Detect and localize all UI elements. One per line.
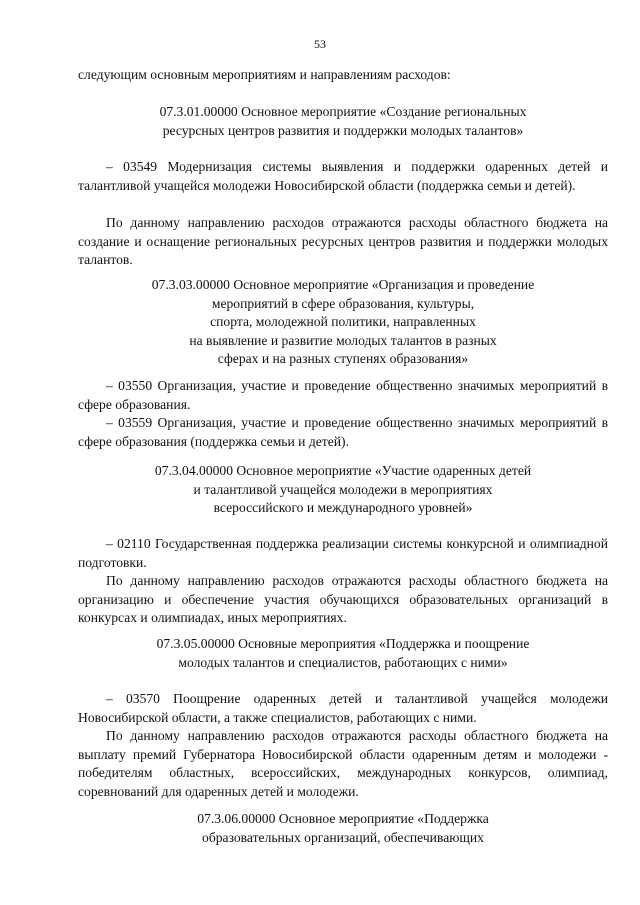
- section-2-paragraph-1: – 03550 Организация, участие и проведение общественно значимых мероприятий в сфере образования.: [78, 378, 608, 412]
- intro-text: следующим основным мероприятиям и направлениям расходов:: [78, 67, 451, 82]
- heading-line: 07.3.01.00000 Основное мероприятие «Создание региональных: [159, 104, 527, 119]
- section-3-paragraph-1: – 02110 Государственная поддержка реализации системы конкурсной и олимпиадной подготовки.: [78, 536, 608, 570]
- section-heading-2: [78, 276, 608, 369]
- section-1-paragraph-1: – 03549 Модернизация системы выявления и поддержки одаренных детей и талантливой учащейся молодежи Новосибирской области (поддержка семьи и детей).: [78, 159, 608, 193]
- heading-line: 07.3.05.00000 Основные мероприятия «Поддержка и поощрение: [156, 636, 530, 651]
- heading-line: образовательных организаций, обеспечивающих: [202, 829, 484, 845]
- section-3-paragraph-2: По данному направлению расходов отражаются расходы областного бюджета на организацию и обеспечение участия обучающихся образовательных организаций в конкурсах и олимпиадах, иных мероприятиях.: [78, 573, 608, 626]
- heading-line: молодых талантов и специалистов, работающих с ними»: [178, 654, 508, 670]
- section-4-paragraph-2: По данному направлению расходов отражаются расходы областного бюджета на выплату премий Губернатора Новосибирской области одаренным детям и молодежи - победителям областных, всероссийских, международных конкурсов, олимпиад, соревнований для одаренных детей и молодежи.: [78, 728, 608, 799]
- heading-line: 07.3.03.00000 Основное мероприятие «Организация и проведение: [151, 277, 535, 292]
- page-number: 53: [314, 37, 326, 51]
- section-2-paragraph-2: – 03559 Организация, участие и проведение общественно значимых мероприятий в сфере образования (поддержка семьи и детей).: [78, 415, 608, 449]
- section-1-paragraph-2: По данному направлению расходов отражаются расходы областного бюджета на создание и оснащение региональных ресурсных центров развития и поддержки молодых талантов.: [78, 215, 608, 268]
- section-heading-3: [78, 462, 608, 518]
- heading-line: и талантливой учащейся молодежи в мероприятиях: [193, 481, 493, 497]
- section-heading-4: [78, 635, 608, 672]
- heading-line: 07.3.04.00000 Основное мероприятие «Участие одаренных детей: [154, 463, 532, 478]
- heading-line: ресурсных центров развития и поддержки молодых талантов»: [162, 122, 524, 138]
- heading-line: всероссийского и международного уровней»: [213, 500, 473, 516]
- heading-line: 07.3.06.00000 Основное мероприятие «Поддержка: [197, 811, 489, 826]
- heading-line: сферах и на разных ступенях образования»: [217, 351, 469, 367]
- heading-line: мероприятий в сфере образования, культуры,: [211, 295, 475, 311]
- section-heading-1: [78, 103, 608, 140]
- heading-line: на выявление и развитие молодых талантов в разных: [189, 332, 497, 348]
- section-heading-5: [78, 810, 608, 847]
- section-4-paragraph-1: – 03570 Поощрение одаренных детей и талантливой учащейся молодежи Новосибирской области, а также специалистов, работающих с ними.: [78, 691, 608, 725]
- heading-line: спорта, молодежной политики, направленных: [210, 314, 476, 330]
